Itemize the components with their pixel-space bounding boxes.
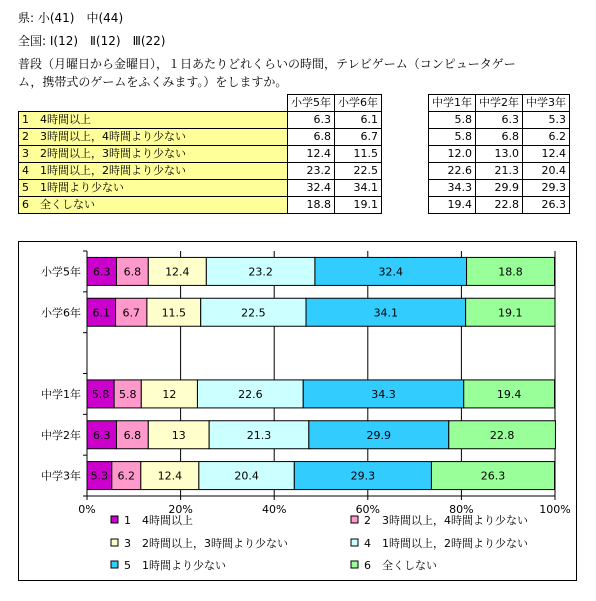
cell-m1: 19.4 [429, 197, 476, 214]
category-label: 小学5年 [41, 265, 81, 279]
data-label: 5.3 [90, 469, 109, 483]
cell-m2: 6.3 [476, 112, 523, 129]
legend-swatch [351, 516, 358, 523]
county-sample-line: 県: 小(41) 中(44) [18, 11, 124, 25]
x-tick-label: 40% [261, 503, 287, 516]
cell-m1: 12.0 [429, 146, 476, 163]
cell-m2: 21.3 [476, 163, 523, 180]
table-gap [382, 146, 429, 163]
legend-swatch [111, 561, 118, 568]
data-label: 19.1 [498, 306, 523, 320]
col-header-m1: 中学1年 [429, 95, 476, 112]
national-sample-line: 全国: Ⅰ(12) Ⅱ(12) Ⅲ(22) [18, 34, 166, 48]
cell-e5: 12.4 [288, 146, 335, 163]
data-label: 23.2 [248, 265, 273, 279]
table-row [19, 197, 570, 214]
data-label: 6.3 [92, 428, 111, 442]
cell-m1: 5.8 [429, 129, 476, 146]
data-label: 26.3 [480, 469, 506, 483]
data-label: 13 [171, 428, 186, 442]
data-label: 6.8 [123, 428, 142, 442]
question-line-2: ム，携帯式のゲームをふくみます。）をしますか。 [18, 75, 288, 89]
legend-swatch [351, 539, 358, 546]
data-label: 18.8 [498, 265, 523, 279]
table-gap [382, 197, 429, 214]
table-gap [382, 163, 429, 180]
data-label: 22.5 [241, 306, 266, 320]
data-label: 34.3 [371, 387, 396, 401]
table-gap [382, 95, 429, 112]
data-label: 5.8 [118, 387, 137, 401]
legend-label: 4 1時間以上，2時間より少ない [364, 537, 528, 550]
data-label: 22.8 [489, 428, 515, 442]
data-label: 5.8 [91, 387, 110, 401]
cell-e5: 6.3 [288, 112, 335, 129]
data-label: 22.6 [238, 387, 263, 401]
table-row [19, 163, 570, 180]
table-header-row [19, 95, 570, 112]
x-tick-label: 80% [449, 503, 474, 516]
data-label: 32.4 [378, 265, 403, 279]
chart-area [18, 241, 577, 581]
category-label: 中学2年 [41, 428, 81, 442]
question-line-1: 普段（月曜日から金曜日），１日あたりどれくらいの時間，テレビゲーム（コンピュータゲー [18, 57, 516, 71]
col-header-e5: 小学5年 [288, 95, 335, 112]
cell-m3: 5.3 [523, 112, 570, 129]
category-label: 小学6年 [41, 306, 81, 320]
x-tick-label: 0% [78, 503, 96, 516]
data-label: 6.8 [123, 265, 142, 279]
cell-e6: 22.5 [335, 163, 382, 180]
data-label: 11.5 [161, 306, 187, 320]
data-label: 29.3 [350, 469, 376, 483]
cell-m2: 13.0 [476, 146, 523, 163]
table-row [19, 129, 570, 146]
table-row [19, 112, 570, 129]
cell-e6: 19.1 [335, 197, 382, 214]
legend-swatch [351, 561, 358, 568]
data-label: 19.4 [496, 387, 522, 401]
data-label: 12.4 [165, 265, 190, 279]
legend-label: 5 1時間より少ない [124, 559, 226, 572]
table-row [19, 146, 570, 163]
legend-swatch [111, 539, 118, 546]
x-tick-label: 60% [355, 503, 381, 516]
category-label: 中学3年 [41, 469, 81, 483]
legend-label: 6 全くしない [364, 559, 437, 572]
data-table [18, 94, 570, 214]
x-tick-label: 20% [168, 503, 193, 516]
table-gap [382, 129, 429, 146]
table-gap [382, 180, 429, 197]
table-gap [382, 112, 429, 129]
cell-m3: 26.3 [523, 197, 570, 214]
cell-m2: 22.8 [476, 197, 523, 214]
cell-m3: 6.2 [523, 129, 570, 146]
cell-e5: 23.2 [288, 163, 335, 180]
cell-m1: 5.8 [429, 112, 476, 129]
category-label: 中学1年 [41, 387, 81, 401]
x-tick-label: 100% [539, 503, 571, 516]
cell-m2: 6.8 [476, 129, 523, 146]
data-label: 6.1 [92, 306, 111, 320]
cell-m1: 22.6 [429, 163, 476, 180]
cell-m3: 20.4 [523, 163, 570, 180]
cell-e6: 11.5 [335, 146, 382, 163]
row-label: 2 3時間以上，4時間より少ない [19, 129, 288, 146]
cell-e6: 6.7 [335, 129, 382, 146]
data-label: 12 [162, 387, 177, 401]
table-row [19, 180, 570, 197]
cell-m3: 29.3 [523, 180, 570, 197]
legend-swatch [111, 516, 118, 523]
cell-e5: 32.4 [288, 180, 335, 197]
data-label: 12.4 [157, 469, 183, 483]
cell-m2: 29.9 [476, 180, 523, 197]
cell-e5: 18.8 [288, 197, 335, 214]
data-label: 21.3 [246, 428, 272, 442]
col-header-m3: 中学3年 [523, 95, 570, 112]
data-label: 34.1 [373, 306, 399, 320]
row-label: 1 4時間以上 [19, 112, 288, 129]
data-label: 6.3 [92, 265, 111, 279]
legend-label: 1 4時間以上 [124, 514, 193, 527]
row-label: 3 2時間以上，3時間より少ない [19, 146, 288, 163]
row-label: 4 1時間以上，2時間より少ない [19, 163, 288, 180]
cell-m1: 34.3 [429, 180, 476, 197]
data-label: 29.9 [366, 428, 392, 442]
cell-m3: 12.4 [523, 146, 570, 163]
cell-e6: 34.1 [335, 180, 382, 197]
row-label: 5 1時間より少ない [19, 180, 288, 197]
data-label: 6.7 [122, 306, 140, 320]
stacked-bar-chart [19, 242, 576, 580]
col-header-m2: 中学2年 [476, 95, 523, 112]
legend-label: 3 2時間以上，3時間より少ない [124, 537, 288, 550]
col-header-e6: 小学6年 [335, 95, 382, 112]
cell-e6: 6.1 [335, 112, 382, 129]
data-label: 6.2 [117, 469, 136, 483]
row-label: 6 全くしない [19, 197, 288, 214]
data-label: 20.4 [234, 469, 259, 483]
cell-e5: 6.8 [288, 129, 335, 146]
legend-label: 2 3時間以上，4時間より少ない [364, 514, 528, 527]
table-corner [19, 95, 288, 112]
